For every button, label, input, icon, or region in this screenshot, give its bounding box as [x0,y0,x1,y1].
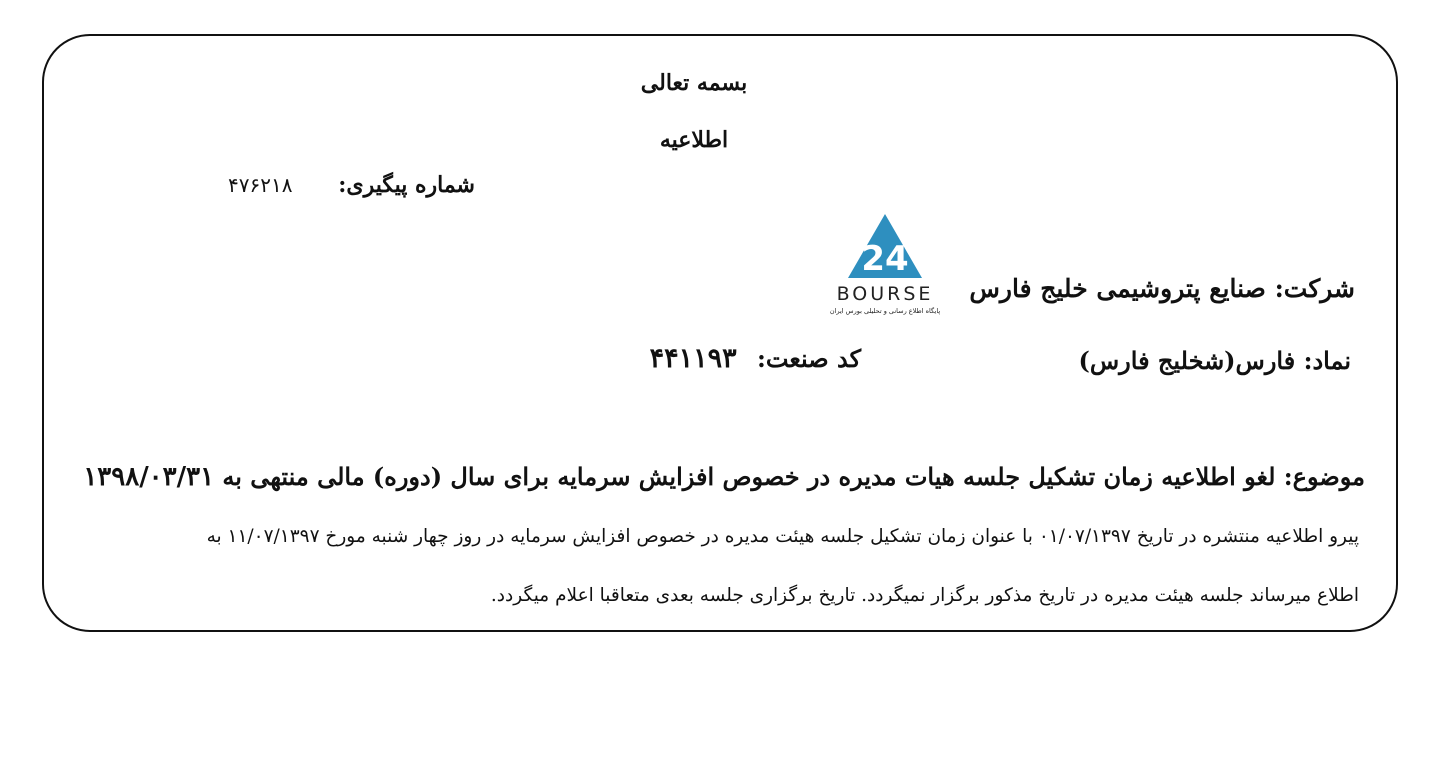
svg-text:24: 24 [861,239,909,279]
symbol-value: فارس(شخلیج فارس) [1078,346,1296,375]
body-text-line-2: اطلاع میرساند جلسه هیئت مدیره در تاریخ مذکور برگزار نمیگردد. تاریخ برگزاری جلسه بعدی متعاقبا اعلام میگردد. [490,585,1359,606]
bourse-logo [822,212,948,318]
tracking-number-value: ۴۷۶۲۱۸ [228,173,293,197]
logo-brand-text: BOURSE [836,283,934,305]
notice-title: اطلاعیه [659,127,729,153]
subject-text: لغو اطلاعیه زمان تشکیل جلسه هیات مدیره در خصوص افزایش سرمایه برای سال (دوره) مالی منتهی به [222,462,1276,491]
basmala-heading: بسمه تعالی [640,70,748,96]
subject-label: موضوع: [1283,462,1365,491]
body-text-line-1: پیرو اطلاعیه منتشره در تاریخ ۰۱/۰۷/۱۳۹۷ با عنوان زمان تشکیل جلسه هیئت مدیره در خصوص افزایش سرمایه در روز چهار شنبه مورخ ۱۱/۰۷/۱۳۹۷ به [206,526,1359,547]
symbol-line [1079,346,1351,375]
symbol-label: نماد: [1303,346,1351,375]
company-line [969,274,1355,303]
industry-code-label: کد صنعت: [756,344,861,373]
industry-code-line [650,343,861,374]
tracking-number-label: شماره پیگیری: [338,172,475,198]
subject-line [83,462,1365,492]
subject-date: ۱۳۹۸/۰۳/۳۱ [83,462,215,492]
industry-code-value: ۴۴۱۱۹۳ [649,343,737,374]
company-name: صنایع پتروشیمی خلیج فارس [969,274,1266,303]
logo-tagline: پایگاه اطلاع رسانی و تحلیلی بورس ایران [829,307,941,315]
company-label: شرکت: [1274,274,1355,303]
